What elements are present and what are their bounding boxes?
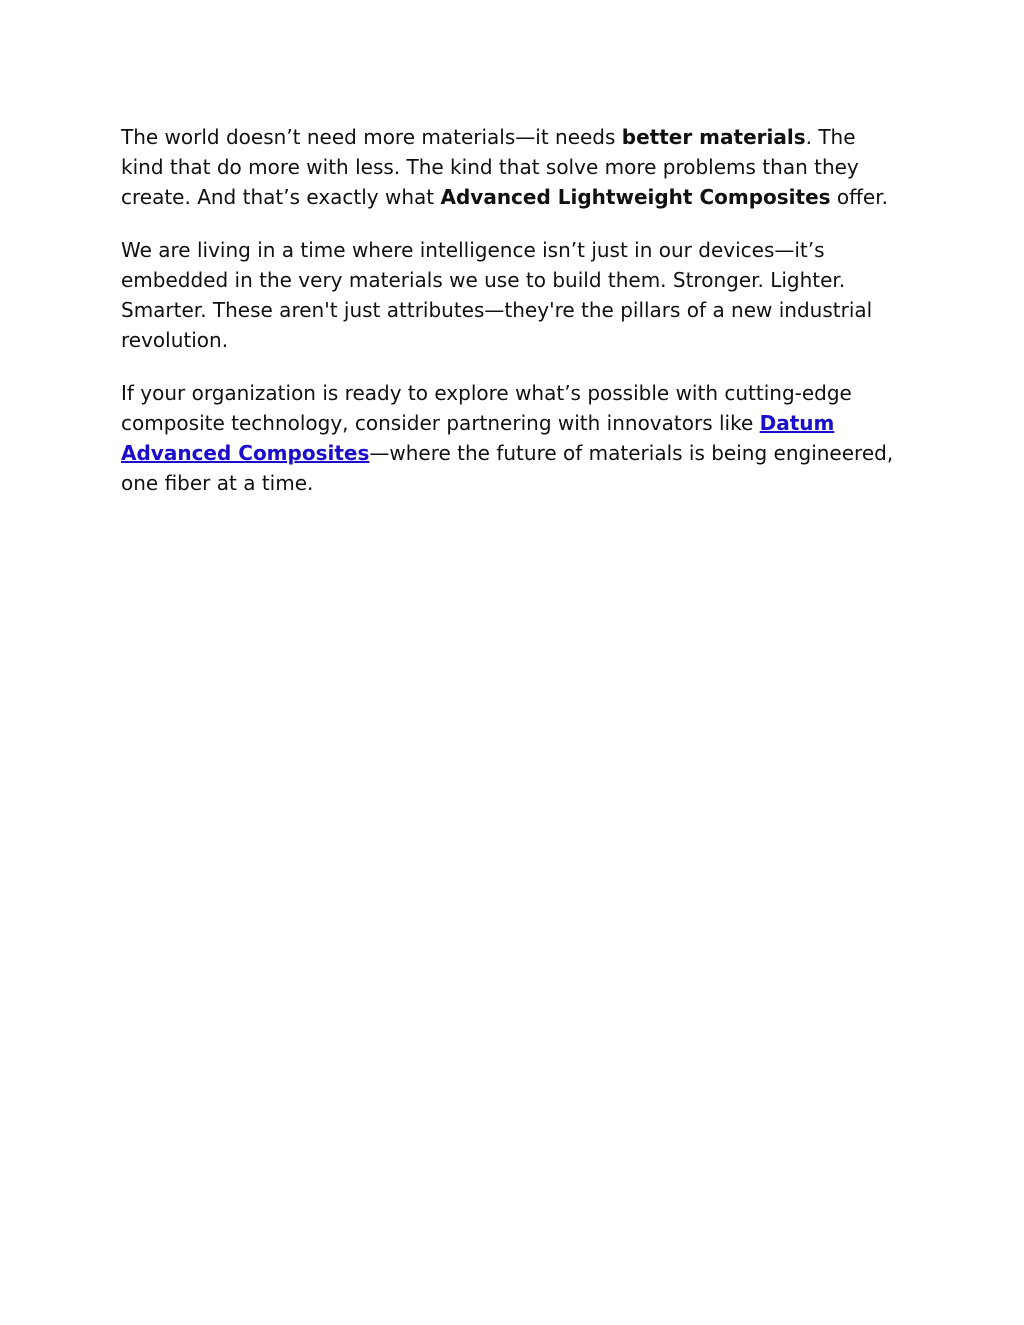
paragraph-3-text-a: If your organization is ready to explore what’s possible with cutting-edge composite technology, consider partnering with innovators like: [121, 381, 852, 435]
paragraph-3-text-b: —where the future of materials is being engineered, one fiber at a time.: [121, 441, 894, 495]
bold-advanced-lightweight-composites: Advanced Lightweight Composites: [440, 185, 831, 209]
paragraph-1: [121, 122, 896, 212]
document-body: [121, 122, 896, 521]
bold-better-materials: better materials: [621, 125, 806, 149]
paragraph-1-text-a: The world doesn’t need more materials—it needs: [121, 125, 622, 149]
paragraph-1-text-c: offer.: [830, 185, 888, 209]
paragraph-3: [121, 378, 896, 498]
datum-advanced-composites-link[interactable]: Datum Advanced Composites: [121, 411, 835, 465]
paragraph-1-text-b: . The kind that do more with less. The kind that solve more problems than they create. And that’s exactly what: [121, 125, 859, 209]
paragraph-2: We are living in a time where intelligence isn’t just in our devices—it’s embedded in the very materials we use to build them. Stronger. Lighter. Smarter. These aren't just attributes—they're the pillars of a new industrial revolution.: [121, 238, 873, 352]
